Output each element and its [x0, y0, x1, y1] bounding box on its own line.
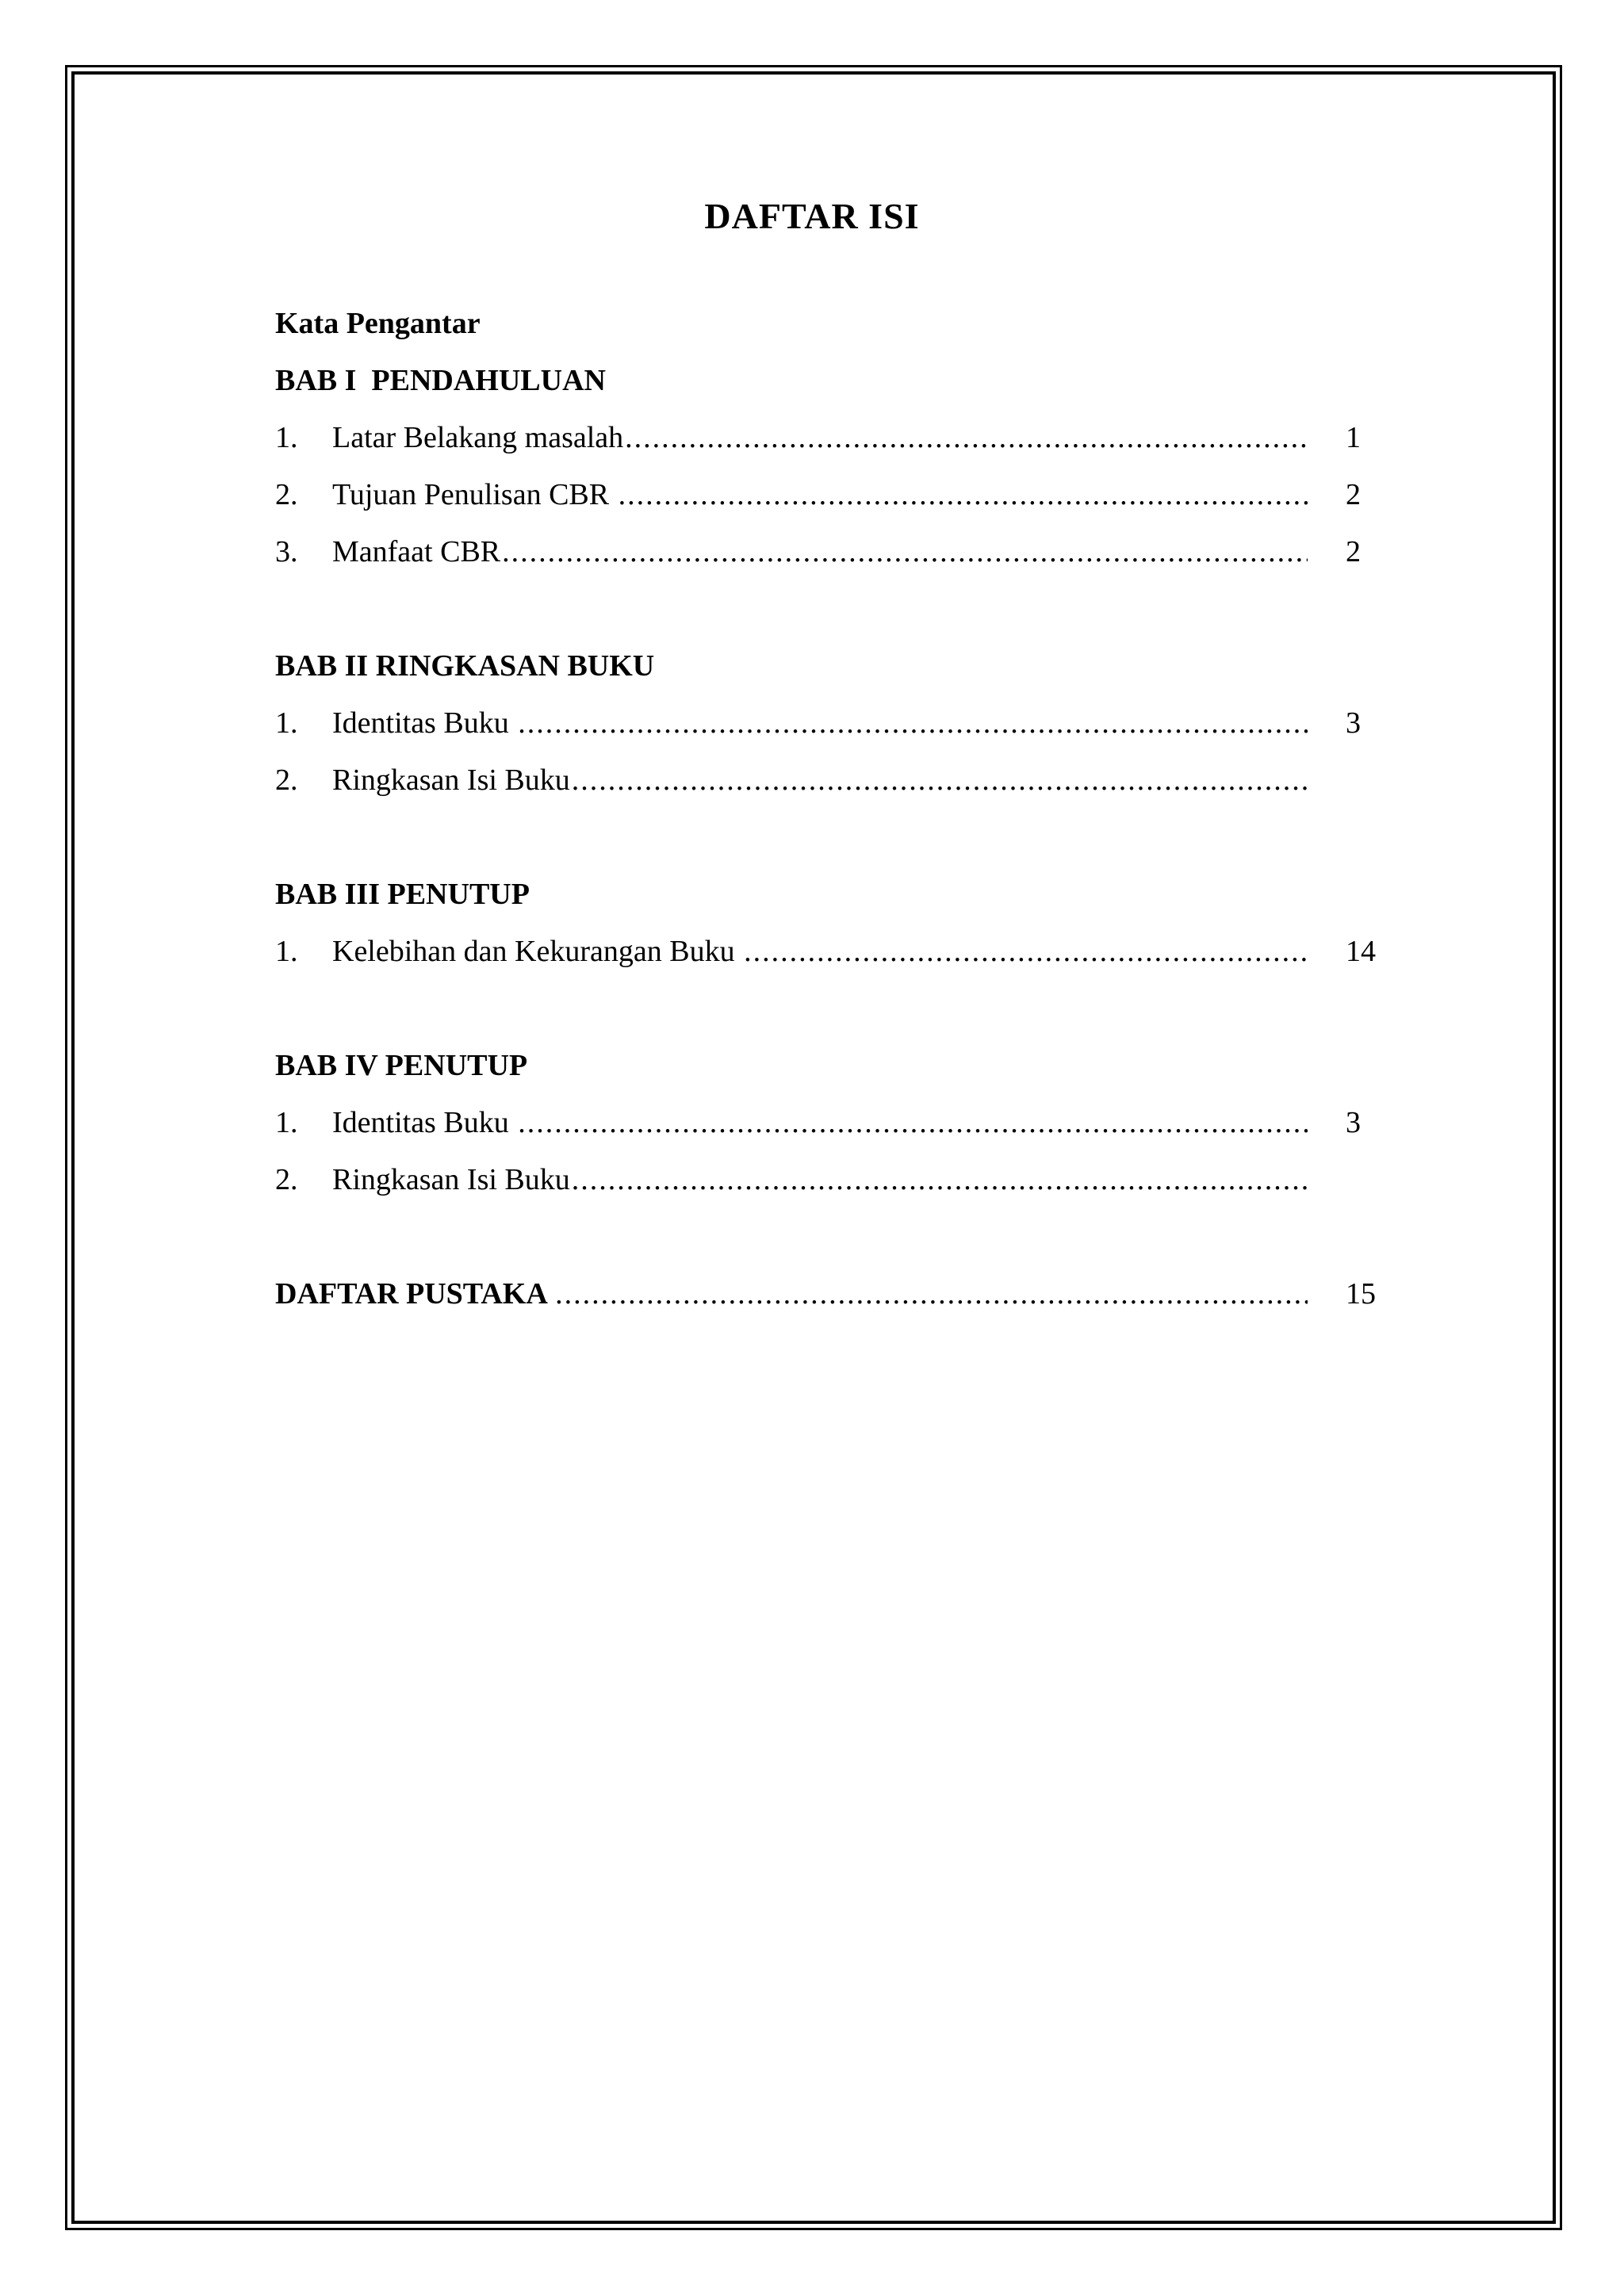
dot-leader [518, 1100, 1308, 1145]
toc-entry-tujuan-penulisan [275, 473, 1393, 517]
toc-entry-label: Ringkasan Isi Buku [332, 763, 570, 797]
toc-heading-bab-3 [275, 872, 1393, 916]
toc-entry-identitas-buku-2 [275, 1100, 1393, 1145]
toc-entry-page: 3 [1346, 1106, 1361, 1139]
toc-entry-page: 15 [1346, 1277, 1376, 1311]
toc-entry-label: Ringkasan Isi Buku [332, 1163, 570, 1196]
toc-entry-identitas-buku [275, 701, 1393, 745]
toc-entry-label: Tujuan Penulisan CBR [332, 478, 617, 511]
dot-leader [625, 415, 1308, 460]
toc-entry-daftar-pustaka [275, 1272, 1393, 1316]
toc-entry-page: 2 [1346, 478, 1361, 511]
dot-leader [555, 1272, 1308, 1316]
toc-entry-page: 14 [1346, 935, 1376, 968]
toc-heading-label: Kata Pengantar [275, 307, 481, 340]
dot-leader [518, 701, 1308, 745]
toc-heading-label: BAB II RINGKASAN BUKU [275, 649, 655, 683]
dot-leader [619, 473, 1308, 517]
toc-entry-number: 2. [275, 478, 298, 511]
toc-entry-kelebihan-kekurangan [275, 929, 1393, 974]
toc-entry-label: Identitas Buku [332, 1106, 517, 1139]
toc-entry-manfaat-cbr [275, 530, 1393, 574]
dot-leader [572, 758, 1308, 802]
page-title: DAFTAR ISI [704, 196, 920, 236]
toc-heading-kata-pengantar [275, 301, 1393, 346]
toc-heading-bab-1 [275, 358, 1393, 403]
toc-entry-number: 2. [275, 763, 298, 797]
toc-entry-number: 3. [275, 535, 298, 568]
toc-entry-label: Manfaat CBR [332, 535, 501, 568]
toc-entry-number: 1. [275, 706, 298, 740]
toc-heading-bab-4 [275, 1043, 1393, 1088]
toc-entry-number: 1. [275, 935, 298, 968]
toc-entry-page: 1 [1346, 421, 1361, 454]
toc-entry-page: 2 [1346, 535, 1361, 568]
toc-entry-number: 2. [275, 1163, 298, 1196]
toc-entry-ringkasan-isi-buku-2 [275, 1158, 1393, 1202]
dot-leader [572, 1158, 1308, 1202]
toc-entry-ringkasan-isi-buku [275, 758, 1393, 802]
toc-heading-bab-2 [275, 644, 1393, 688]
dot-leader [502, 530, 1308, 574]
toc-entry-label: Latar Belakang masalah [332, 421, 624, 454]
dot-leader [744, 929, 1308, 974]
toc-entry-label: Kelebihan dan Kekurangan Buku [332, 935, 743, 968]
toc-entry-number: 1. [275, 1106, 298, 1139]
toc-heading-label: BAB III PENUTUP [275, 878, 530, 911]
toc-entry-label: DAFTAR PUSTAKA [275, 1277, 554, 1311]
toc-heading-label: BAB I PENDAHULUAN [275, 364, 606, 397]
toc-entry-number: 1. [275, 421, 298, 454]
toc-entry-latar-belakang [275, 415, 1393, 460]
toc-entry-label: Identitas Buku [332, 706, 517, 740]
toc-heading-label: BAB IV PENUTUP [275, 1049, 528, 1082]
toc-entry-page: 3 [1346, 706, 1361, 740]
